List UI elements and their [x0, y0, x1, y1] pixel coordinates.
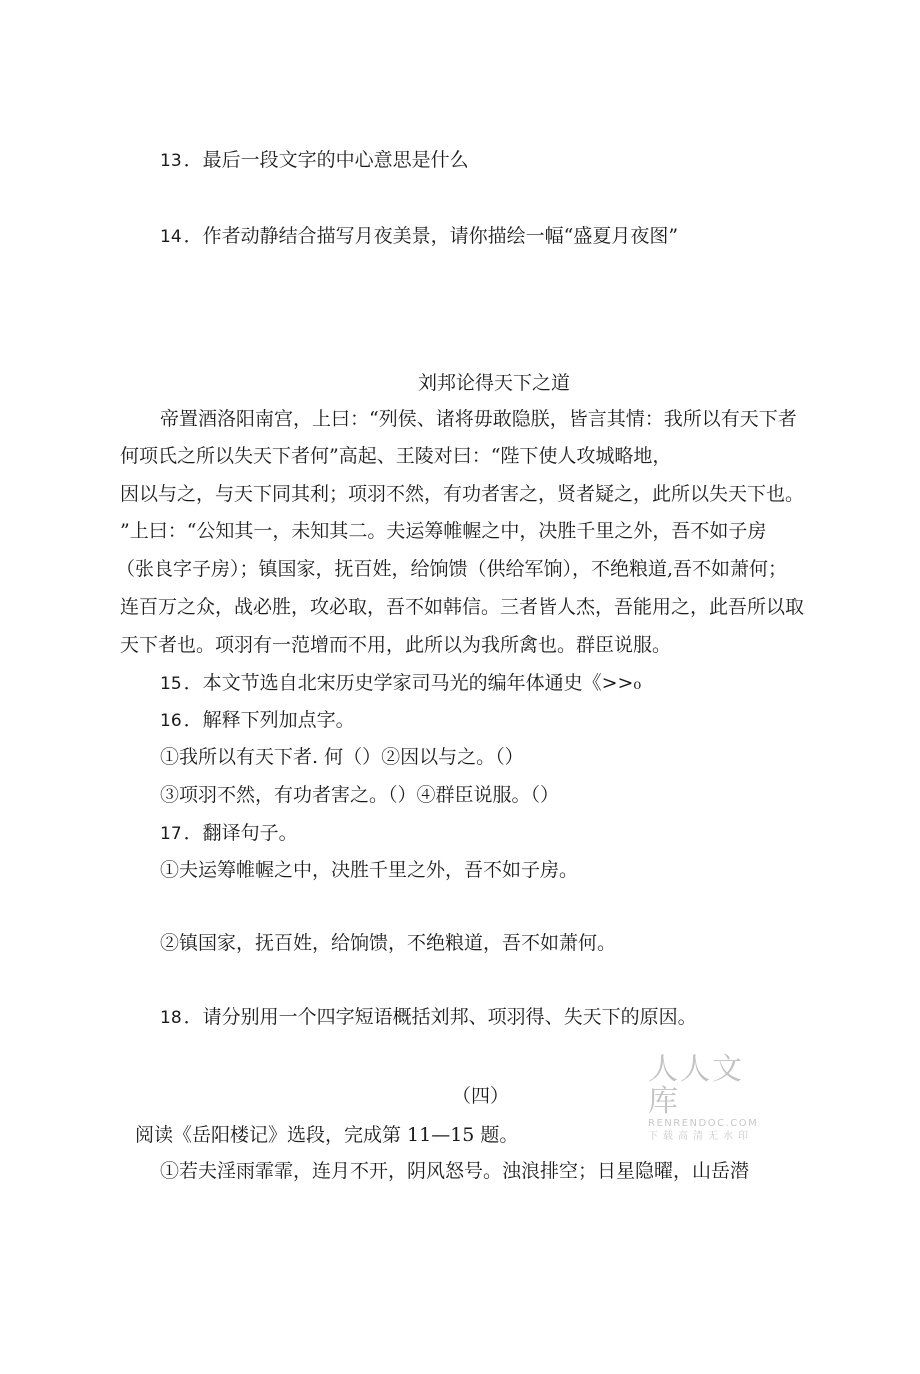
watermark-slogan: 下载高清无水印 [648, 1131, 753, 1142]
question-13 [160, 147, 469, 174]
passage-line: 何项氏之所以失天下者何”高起、王陵对曰：“陛下使人攻城略地， [120, 445, 672, 467]
question-16-item: ①我所以有天下者. 何（）②因以与之。（） [160, 746, 524, 768]
watermark-domain: RENRENDOC.COM [648, 1118, 759, 1129]
question-16-number: 16 [160, 711, 182, 731]
passage-line: 连百万之众，战必胜，攻必取，吾不如韩信。三者皆人杰，吾能用之，此吾所以取 [120, 596, 805, 618]
watermark-logo [648, 1052, 774, 1142]
question-16-text: ．解释下列加点字。 [183, 709, 355, 731]
passage-line: 因以与之，与天下同其利；项羽不然，有功者害之，贤者疑之，此所以失天下也。 [120, 483, 805, 505]
question-14-text: ．作者动静结合描写月夜美景，请你描绘一幅“盛夏月夜图” [183, 225, 679, 247]
question-15-text: ．本文节选自北宋历史学家司马光的编年体通史《>>₀ [183, 672, 642, 694]
question-15-number: 15 [160, 674, 182, 694]
passage-line: （张良字子房）；镇国家，抚百姓，给饷馈（供给军饷），不绝粮道,吾不如萧何； [116, 558, 788, 580]
passage-line: 天下者也。项羽有一范增而不用，此所以为我所禽也。群臣说服。 [120, 634, 672, 656]
question-16-item: ③项羽不然，有功者害之。（）④群臣说服。（） [160, 784, 560, 806]
passage-title: 刘邦论得天下之道 [418, 372, 571, 394]
passage-line: ”上曰：“公知其一，未知其二。夫运筹帷幄之中，决胜千里之外，吾不如子房 [120, 520, 767, 542]
question-18-text: ．请分别用一个四字短语概括刘邦、项羽得、失天下的原因。 [183, 1006, 697, 1028]
question-18 [160, 1004, 697, 1031]
question-17-number: 17 [160, 824, 182, 844]
question-17-item: ①夫运筹帷幄之中，决胜千里之外，吾不如子房。 [160, 859, 579, 881]
question-13-number: 13 [160, 151, 182, 171]
question-13-text: ．最后一段文字的中心意思是什么 [183, 149, 469, 171]
question-17-item: ②镇国家，抚百姓，给饷馈，不绝粮道，吾不如萧何。 [160, 932, 617, 954]
section-4-heading: （四） [452, 1085, 510, 1107]
question-18-number: 18 [160, 1008, 182, 1028]
question-15 [160, 670, 641, 697]
question-17-text: ．翻译句子。 [183, 822, 298, 844]
question-14-number: 14 [160, 227, 182, 247]
section-4-first-line: ①若夫淫雨霏霏，连月不开，阴风怒号。浊浪排空；日星隐曜，山岳潜 [160, 1160, 750, 1182]
passage-line: 帝置酒洛阳南宫，上曰：“列侯、诸将毋敢隐朕，皆言其情：我所以有天下者 [160, 408, 797, 430]
question-17 [160, 820, 298, 847]
question-14 [160, 223, 678, 250]
question-16 [160, 707, 355, 734]
section-4-intro: 阅读《岳阳楼记》选段，完成第 11—15 题。 [135, 1124, 519, 1146]
watermark-title: 人人文库 [648, 1052, 744, 1119]
